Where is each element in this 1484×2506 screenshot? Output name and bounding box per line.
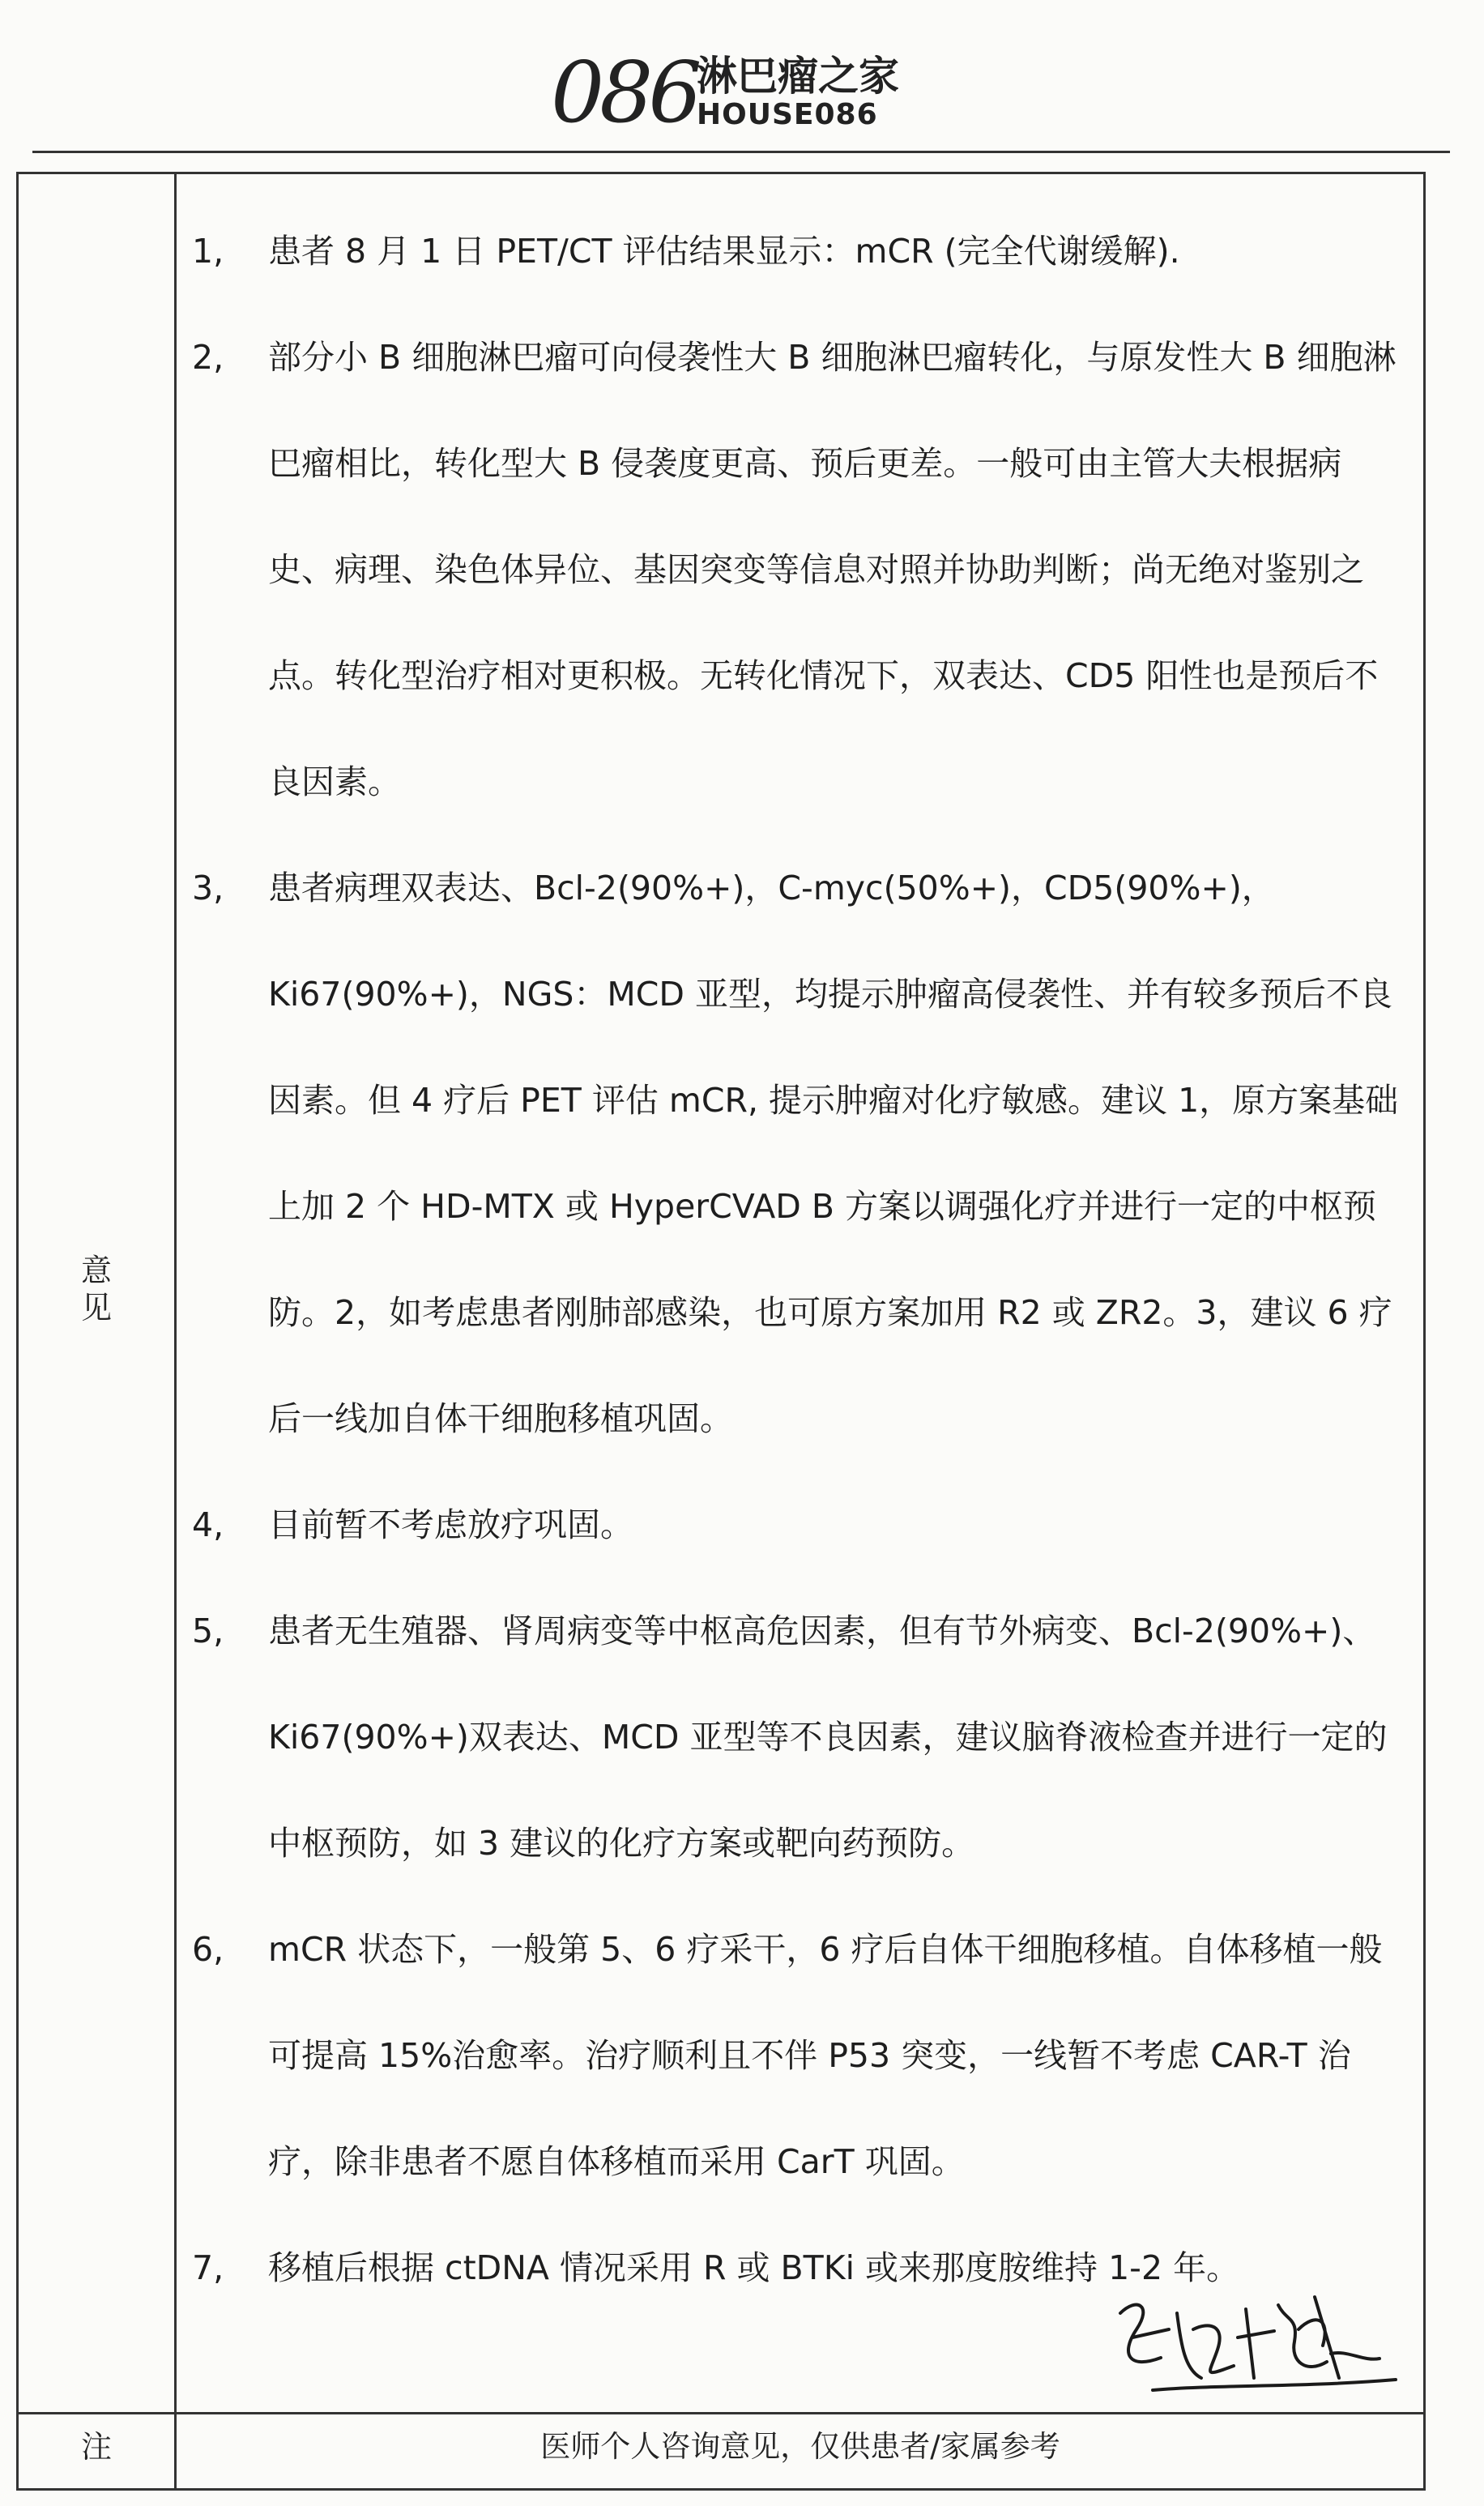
- note-label: 注: [80, 2429, 112, 2465]
- logo-mark: 086: [551, 43, 697, 142]
- item-number: 5,: [192, 1612, 224, 1650]
- header-divider: [32, 151, 1450, 153]
- logo-title-en: HOUSE086: [697, 98, 878, 131]
- item-number: 6,: [192, 1930, 224, 1969]
- page-header: [0, 0, 1484, 146]
- item-text: 患者 8 月 1 日 PET/CT 评估结果显示：mCR (完全代谢缓解).: [268, 232, 1180, 271]
- opinion-item-6: [192, 1897, 1407, 2215]
- row-divider: [19, 2412, 1423, 2414]
- item-number: 1,: [192, 232, 224, 271]
- item-text: 患者病理双表达、Bcl-2(90%+)，C-myc(50%+)，CD5(90%+)，Ki67(90%+)，NGS：MCD 亚型，均提示肿瘤高侵袭性、并有较多预后不良因素。但 4 疗后 PET 评估 mCR, 提示肿瘤对化疗敏感。建议 1，原方案基础上加 2 个 HD-MTX 或 HyperCVAD B 方案以调强化疗并进行一定的中枢预防。2，如考虑患者刚肺部感染，也可原方案加用 R2 或 ZR2。3，建议 6 疗后一线加自体干细胞移植巩固。: [268, 869, 1399, 1438]
- item-number: 7,: [192, 2248, 224, 2287]
- item-text: 目前暂不考虑放疗巩固。: [268, 1505, 633, 1544]
- column-divider: [174, 174, 177, 2488]
- opinion-item-1: [192, 199, 1407, 305]
- item-number: 2,: [192, 338, 224, 377]
- opinion-item-2: [192, 305, 1407, 835]
- note-text: 医师个人咨询意见，仅供患者/家属参考: [540, 2429, 1060, 2464]
- opinion-item-5: [192, 1578, 1407, 1897]
- opinion-item-4: [192, 1472, 1407, 1578]
- logo-title-cn: 淋巴瘤之家: [697, 53, 899, 100]
- opinion-label-char-2: 见: [80, 1290, 112, 1326]
- doctor-signature: [1104, 2281, 1412, 2402]
- opinion-label: [19, 1252, 174, 1326]
- item-text: 部分小 B 细胞淋巴瘤可向侵袭性大 B 细胞淋巴瘤转化，与原发性大 B 细胞淋巴瘤相比，转化型大 B 侵袭度更高、预后更差。一般可由主管大夫根据病史、病理、染色体异位、基因突变等信息对照并协助判断；尚无绝对鉴别之点。转化型治疗相对更积极。无转化情况下，双表达、CD5 阳性也是预后不良因素。: [268, 338, 1397, 801]
- item-number: 3,: [192, 869, 224, 907]
- item-text: 患者无生殖器、肾周病变等中枢高危因素，但有节外病变、Bcl-2(90%+)、Ki67(90%+)双表达、MCD 亚型等不良因素，建议脑脊液检查并进行一定的中枢预防，如 3 建议的化疗方案或靶向药预防。: [268, 1612, 1388, 1863]
- opinion-form: [16, 172, 1426, 2491]
- item-number: 4,: [192, 1505, 224, 1544]
- opinion-label-char-1: 意: [80, 1253, 112, 1288]
- opinion-body: [192, 199, 1407, 2321]
- item-text: mCR 状态下，一般第 5、6 疗采干，6 疗后自体干细胞移植。自体移植一般可提高 15%治愈率。治疗顺利且不伴 P53 突变，一线暂不考虑 CAR-T 治疗，除非患者不愿自体移植而采用 CarT 巩固。: [268, 1930, 1383, 2181]
- item-text: 移植后根据 ctDNA 情况采用 R 或 BTKi 或来那度胺维持 1-2 年。: [268, 2248, 1240, 2287]
- opinion-item-3: [192, 835, 1407, 1472]
